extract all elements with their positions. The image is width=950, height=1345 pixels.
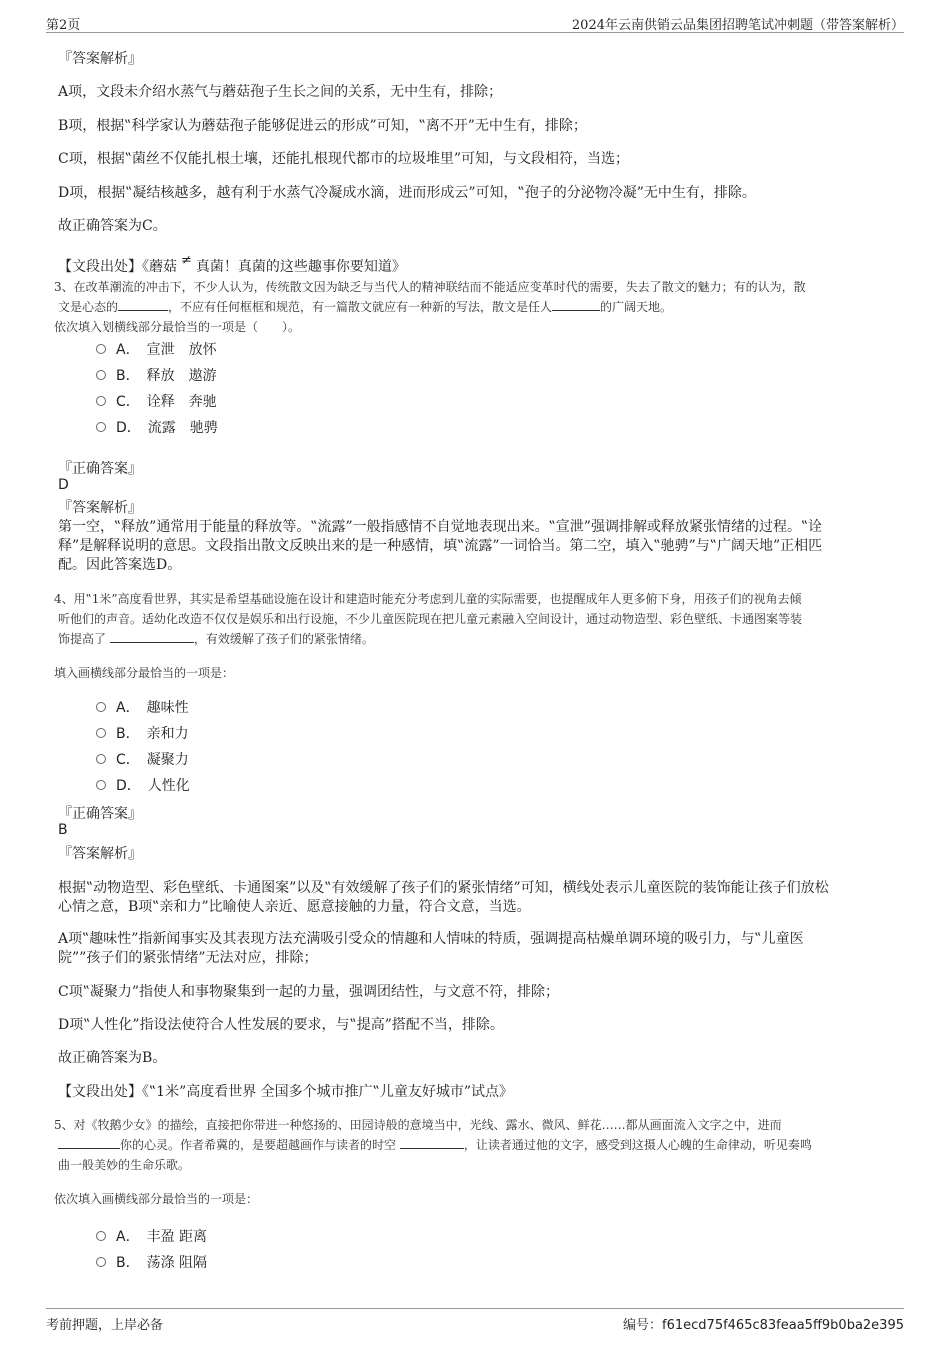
radio-icon[interactable] bbox=[96, 1231, 106, 1241]
q2-source-start: 【文段出处】《蘑菇 bbox=[58, 259, 177, 275]
q2-analysis-label: 『答案解析』 bbox=[58, 51, 142, 67]
q4-conclusion: 故正确答案为B。 bbox=[58, 1050, 167, 1066]
footer-slogan: 考前押题，上岸必备 bbox=[46, 1318, 164, 1333]
q2-conclusion: 故正确答案为C。 bbox=[58, 218, 167, 234]
option-text: 荡涤 阻隔 bbox=[146, 1255, 208, 1271]
q4-analysis-p1-line1: 根据‟动物造型、彩色壁纸、卡通图案”以及‟有效缓解了孩子们的紧张情绪”可知，横线处表示儿童医院的装饰能让孩子们放松 bbox=[58, 880, 829, 896]
q5-stem-part2: ，让读者通过他的文字，感受到这摄人心魄的生命律动，听见奏鸣 bbox=[463, 1138, 812, 1152]
option-text: 趣味性 bbox=[146, 700, 189, 716]
q5-blank-1 bbox=[58, 1148, 120, 1149]
q3-stem-line2 bbox=[58, 298, 672, 315]
q4-analysis-p1-line2: 心情之意，B项‟亲和力”比喻使人亲近、愿意接触的力量，符合文意，当选。 bbox=[58, 899, 531, 915]
option-letter: B． bbox=[116, 726, 133, 742]
q3-analysis-line2: 释”是解释说明的意思。文段指出散文反映出来的是一种感情，填‟流露”一词恰当。第二空，填入‟驰骋”与‟广阔天地”正相匹 bbox=[58, 538, 823, 554]
q2-analysis-c: C项，根据‟菌丝不仅能扎根土壤，还能扎根现代都市的垃圾堆里”可知，与文段相符，当选； bbox=[58, 151, 630, 167]
option-text: 宣泄 放怀 bbox=[146, 342, 217, 358]
q2-analysis-b: B项，根据‟科学家认为蘑菇孢子能够促进云的形成”可知，‟离不开”无中生有，排除； bbox=[58, 118, 587, 134]
option-letter: A． bbox=[116, 1229, 133, 1245]
page-header bbox=[46, 12, 904, 33]
q4-option-d[interactable] bbox=[96, 775, 190, 795]
q2-analysis-d: D项，根据‟凝结核越多，越有利于水蒸气冷凝成水滴，进而形成云”可知，‟孢子的分泌物冷凝”无中生有，排除。 bbox=[58, 185, 756, 201]
radio-icon[interactable] bbox=[96, 1257, 106, 1267]
q4-option-a[interactable] bbox=[96, 697, 189, 717]
q4-option-c[interactable] bbox=[96, 749, 189, 769]
q4-stem-line2: 听他们的声音。适幼化改造不仅仅是娱乐和出行设施，不少儿童医院现在把儿童元素融入空间设计，通过动物造型、彩色壁纸、卡通图案等装 bbox=[58, 612, 803, 626]
option-text: 丰盈 距离 bbox=[146, 1229, 208, 1245]
q3-blank-2 bbox=[552, 310, 600, 311]
q4-stem-part2: ，有效缓解了孩子们的紧张情绪。 bbox=[193, 632, 374, 646]
option-letter: B． bbox=[116, 368, 133, 384]
option-text: 释放 遨游 bbox=[146, 368, 217, 384]
option-letter: B． bbox=[116, 1255, 133, 1271]
q4-stem-part1: 饰提高了 bbox=[58, 632, 107, 646]
q2-source bbox=[58, 253, 406, 276]
q5-option-a[interactable] bbox=[96, 1226, 207, 1246]
q3-analysis-line1: 第一空，‟释放”通常用于能量的释放等。‟流露”一般指感情不自觉地表现出来。‟宣泄”强调排解或释放紧张情绪的过程。‟诠 bbox=[58, 519, 823, 535]
q4-stem-line1: 4、用‟1米”高度看世界，其实是希望基础设施在设计和建造时能充分考虑到儿童的实际需要，也提醒成年人更多俯下身，用孩子们的视角去倾 bbox=[54, 592, 802, 606]
option-letter: D． bbox=[116, 420, 134, 436]
q3-prompt: 依次填入划横线部分最恰当的一项是（ ）。 bbox=[54, 320, 301, 334]
q3-option-c[interactable] bbox=[96, 391, 217, 411]
option-letter: A． bbox=[116, 342, 133, 358]
q4-stem-line3 bbox=[58, 630, 374, 647]
q4-analysis-p3: C项‟凝聚力”指使人和事物聚集到一起的力量，强调团结性，与文意不符，排除； bbox=[58, 984, 560, 1000]
q2-source-end: 真菌！真菌的这些趣事你要知道》 bbox=[195, 259, 406, 275]
q3-stem-part2: ，不应有任何框框和规范，有一篇散文就应有一种新的写法，散文是任人 bbox=[168, 300, 553, 314]
q3-stem-line1: 3、在改革潮流的冲击下，不少人认为，传统散文因为缺乏与当代人的精神联结而不能适应变革时代的需要，失去了散文的魅力；有的认为，散 bbox=[54, 280, 806, 294]
option-letter: A． bbox=[116, 700, 133, 716]
radio-icon[interactable] bbox=[96, 780, 106, 790]
q4-blank bbox=[110, 642, 194, 643]
q3-option-d[interactable] bbox=[96, 417, 218, 437]
q3-analysis-line3: 配。因此答案选D。 bbox=[58, 557, 182, 573]
not-equal-symbol: ≠ bbox=[181, 253, 192, 268]
q5-stem-line2 bbox=[58, 1136, 812, 1153]
document-code-label: 编号： bbox=[623, 1318, 663, 1333]
page-footer bbox=[46, 1308, 904, 1333]
q4-analysis-p2-line2: 院””孩子们的紧张情绪”无法对应，排除； bbox=[58, 950, 318, 966]
q3-correct-label: 『正确答案』 bbox=[58, 461, 142, 477]
radio-icon[interactable] bbox=[96, 754, 106, 764]
option-letter: C． bbox=[116, 752, 133, 768]
q2-analysis-a: A项，文段未介绍水蒸气与蘑菇孢子生长之间的关系，无中生有，排除； bbox=[58, 84, 503, 100]
option-letter: D． bbox=[116, 778, 134, 794]
radio-icon[interactable] bbox=[96, 370, 106, 380]
option-text: 人性化 bbox=[147, 778, 190, 794]
q4-analysis-label: 『答案解析』 bbox=[58, 846, 142, 862]
document-title: 2024年云南供销云品集团招聘笔试冲刺题（带答案解析） bbox=[571, 18, 904, 33]
document-code-value: f61ecd75f465c83feaa5ff9b0ba2e395 bbox=[662, 1318, 904, 1333]
q5-option-b[interactable] bbox=[96, 1252, 207, 1272]
option-text: 流露 驰骋 bbox=[147, 420, 218, 436]
radio-icon[interactable] bbox=[96, 702, 106, 712]
option-text: 凝聚力 bbox=[146, 752, 189, 768]
document-code bbox=[623, 1314, 904, 1333]
q3-stem-part3: 的广阔天地。 bbox=[600, 300, 673, 314]
q4-analysis-p4: D项‟人性化”指设法使符合人性发展的要求，与‟提高”搭配不当，排除。 bbox=[58, 1017, 504, 1033]
q5-blank-2 bbox=[400, 1148, 464, 1149]
option-letter: C． bbox=[116, 394, 133, 410]
q3-option-a[interactable] bbox=[96, 339, 217, 359]
q3-option-b[interactable] bbox=[96, 365, 217, 385]
q5-stem-line1: 5、对《牧鹅少女》的描绘，直接把你带进一种悠扬的、田园诗般的意境当中，光线、露水、微风、鲜花……都从画面流入文字之中，进而 bbox=[54, 1118, 782, 1132]
q3-correct-answer: D bbox=[58, 477, 69, 493]
page-number: 第2页 bbox=[46, 18, 81, 33]
q4-analysis-p2-line1: A项‟趣味性”指新闻事实及其表现方法充满吸引受众的情趣和人情味的特质，强调提高枯燥单调环境的吸引力，与‟儿童医 bbox=[58, 931, 804, 947]
q3-analysis-label: 『答案解析』 bbox=[58, 500, 142, 516]
radio-icon[interactable] bbox=[96, 396, 106, 406]
q5-stem-line3: 曲一般美妙的生命乐歌。 bbox=[58, 1158, 191, 1172]
q4-correct-label: 『正确答案』 bbox=[58, 806, 142, 822]
q4-source: 【文段出处】《‟1米”高度看世界 全国多个城市推广‟儿童友好城市”试点》 bbox=[58, 1084, 513, 1100]
q4-correct-answer: B bbox=[58, 822, 68, 838]
radio-icon[interactable] bbox=[96, 422, 106, 432]
radio-icon[interactable] bbox=[96, 728, 106, 738]
q4-option-b[interactable] bbox=[96, 723, 189, 743]
option-text: 诠释 奔驰 bbox=[146, 394, 217, 410]
q3-stem-part1: 文是心态的 bbox=[58, 300, 119, 314]
option-text: 亲和力 bbox=[146, 726, 189, 742]
radio-icon[interactable] bbox=[96, 344, 106, 354]
q5-stem-part1: 你的心灵。作者希冀的，是要超越画作与读者的时空 bbox=[120, 1138, 397, 1152]
q4-prompt: 填入画横线部分最恰当的一项是： bbox=[54, 666, 235, 680]
q5-prompt: 依次填入画横线部分最恰当的一项是： bbox=[54, 1192, 259, 1206]
q3-blank-1 bbox=[118, 310, 168, 311]
